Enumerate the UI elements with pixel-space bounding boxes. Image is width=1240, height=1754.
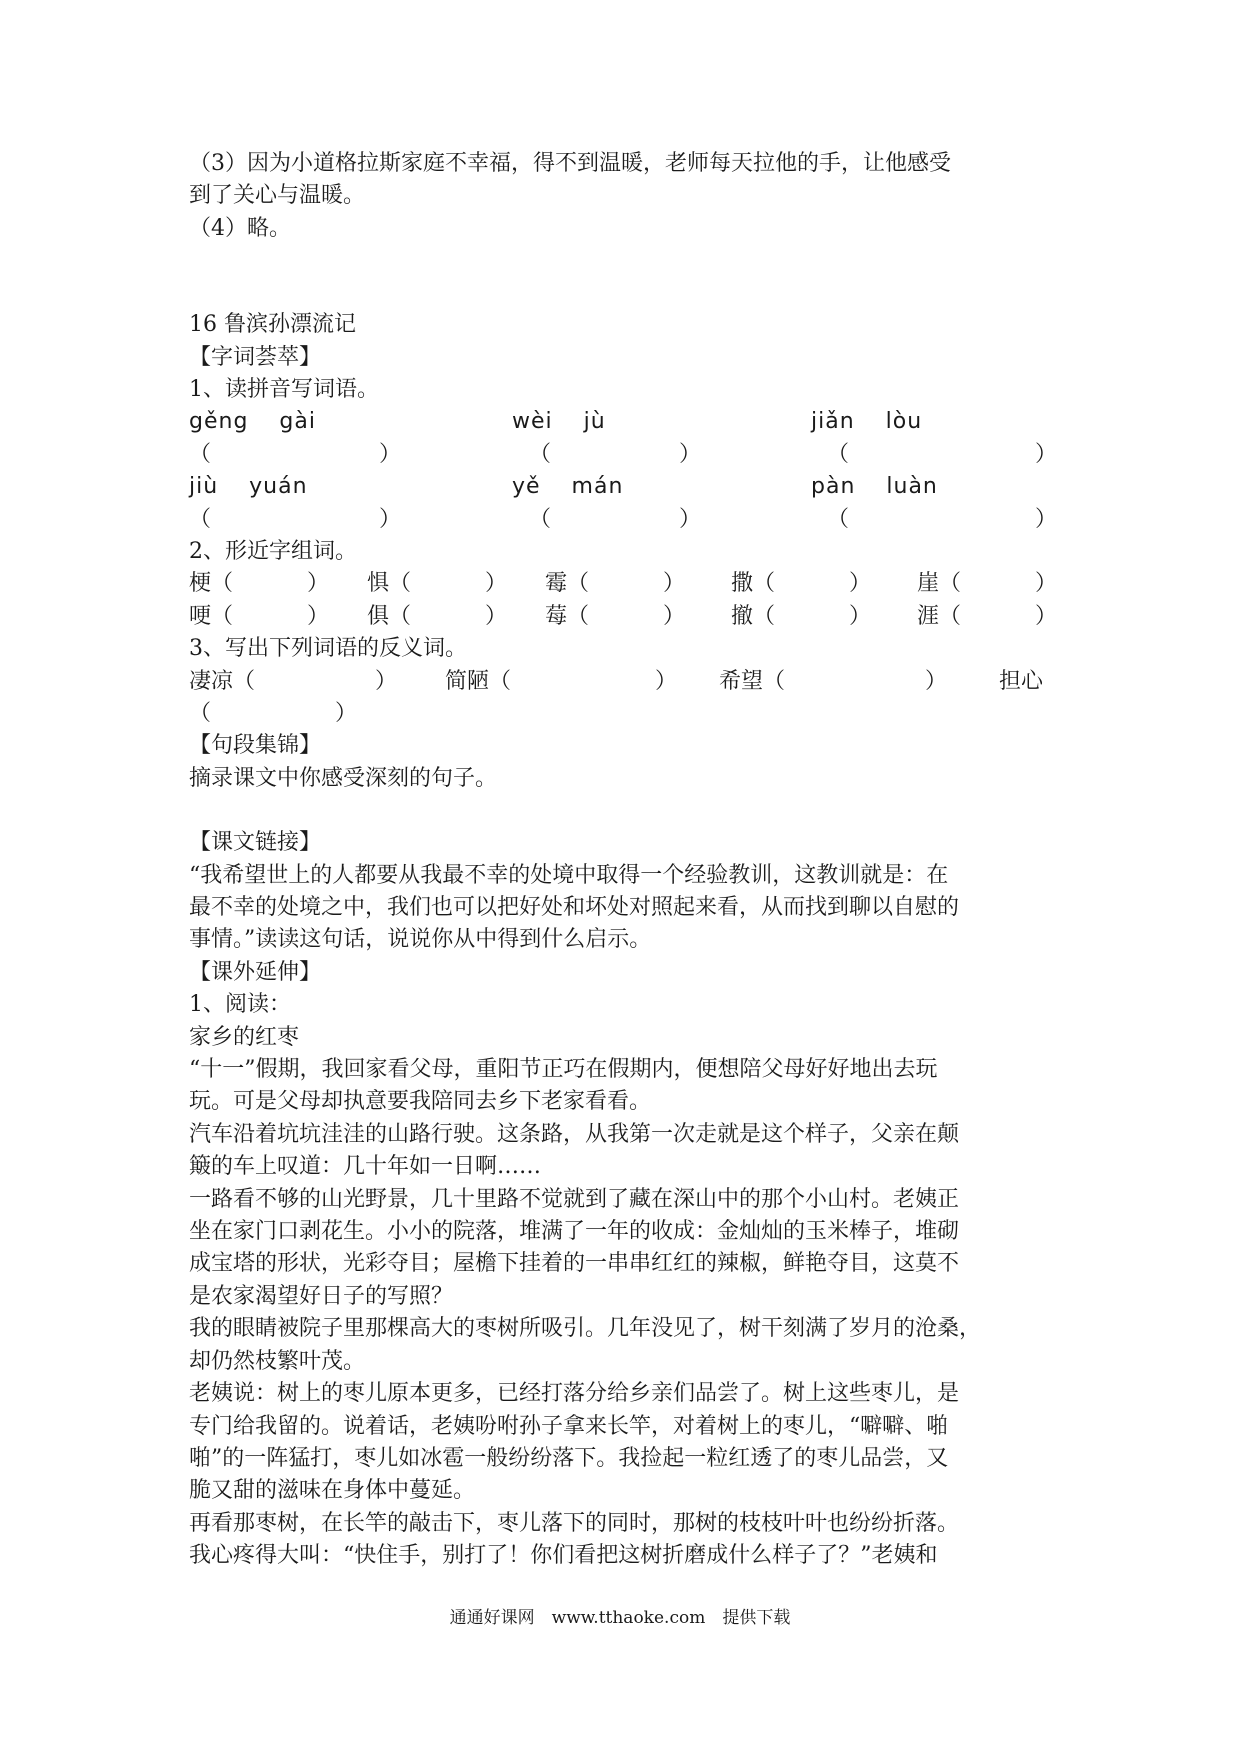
section-heading-vocab: 【字词荟萃】 [189, 344, 322, 370]
blank-close: ） [1035, 571, 1058, 597]
blank-open: （ [827, 506, 850, 532]
sentences-instruction: 摘录课文中你感受深刻的句子。 [189, 765, 498, 791]
pinyin-item: wèi jù [512, 409, 606, 435]
char-item: 梗（ [189, 571, 234, 597]
pinyin-row-1 [189, 406, 1055, 438]
reading-line: 坐在家门口剥花生。小小的院落，堆满了一年的收成：金灿灿的玉米棒子，堆砌 [189, 1219, 960, 1245]
antonym-item: 希望（ [719, 668, 786, 694]
answer-3-line-1: （3）因为小道格拉斯家庭不幸福，得不到温暖，老师每天拉他的手，让他感受 [189, 151, 951, 176]
antonym-item: 担心 [999, 668, 1044, 694]
reading-line: 成宝塔的形状，光彩夺目；屋檐下挂着的一串串红红的辣椒，鲜艳夺目，这莫不 [189, 1251, 960, 1277]
section-heading-link: 【课文链接】 [189, 830, 322, 856]
char-item: 崖（ [917, 571, 962, 597]
blank-close: ） [679, 441, 702, 467]
blank-close: ） [925, 668, 948, 694]
link-text-line: 事情。”读读这句话，说说你从中得到什么启示。 [189, 927, 652, 953]
question-pinyin: 1、读拼音写词语。 [189, 377, 379, 403]
reading-line: 是农家渴望好日子的写照？ [189, 1283, 454, 1309]
similar-chars-row-2 [189, 601, 1058, 633]
char-item: 俱（ [367, 603, 412, 629]
blank-close: ） [663, 603, 686, 629]
link-text-line: “我希望世上的人都要从我最不幸的处境中取得一个经验教训，这教训就是：在 [189, 862, 949, 888]
blank-open: （ [189, 441, 212, 467]
char-item: 惧（ [367, 571, 412, 597]
blank-open: （ [189, 506, 212, 532]
blank-close: ） [1035, 506, 1058, 532]
question-similar-chars: 2、形近字组词。 [189, 539, 357, 564]
blank-close: ） [335, 700, 358, 726]
blank-close: ） [679, 506, 702, 532]
blank-close: ） [655, 668, 678, 694]
reading-line: 专门给我留的。说着话，老姨吩咐孙子拿来长竿，对着树上的枣儿，“噼噼、啪 [189, 1413, 949, 1439]
blank-open: （ [189, 700, 212, 726]
answer-blank-row-1 [189, 439, 1058, 471]
reading-line: 脆又甜的滋味在身体中蔓延。 [189, 1478, 476, 1504]
reading-line: 一路看不够的山光野景，几十里路不觉就到了藏在深山中的那个小山村。老姨正 [189, 1186, 960, 1212]
spacer [189, 245, 1055, 309]
question-antonyms: 3、写出下列词语的反义词。 [189, 636, 467, 662]
pinyin-item: pàn luàn [811, 474, 938, 500]
reading-line: 簸的车上叹道：几十年如一日啊…… [189, 1154, 542, 1180]
blank-close: ） [1035, 603, 1058, 629]
pinyin-row-2 [189, 471, 1055, 503]
char-item: 霉（ [545, 571, 590, 597]
antonym-item: 凄凉（ [189, 668, 256, 694]
pinyin-item: yě mán [512, 474, 624, 500]
char-item: 撒（ [731, 571, 776, 597]
reading-line: 玩。可是父母却执意要我陪同去乡下老家看看。 [189, 1089, 652, 1115]
reading-line: 啪”的一阵猛打，枣儿如冰雹一般纷纷落下。我捡起一粒红透了的枣儿品尝，又 [189, 1445, 949, 1471]
similar-chars-row-1 [189, 568, 1058, 600]
reading-question: 1、阅读： [189, 992, 291, 1018]
reading-line: 老姨说：树上的枣儿原本更多，已经打落分给乡亲们品尝了。树上这些枣儿，是 [189, 1381, 960, 1407]
blank-close: ） [849, 571, 872, 597]
page-content [189, 148, 1058, 1573]
link-text-line: 最不幸的处境之中，我们也可以把好处和坏处对照起来看，从而找到聊以自慰的 [189, 895, 960, 920]
blank-close: ） [307, 571, 330, 597]
blank-open: （ [529, 506, 552, 532]
lesson-title: 16 鲁滨孙漂流记 [189, 312, 356, 338]
section-heading-extension: 【课外延伸】 [189, 959, 322, 985]
section-heading-sentences: 【句段集锦】 [189, 733, 322, 759]
blank-close: ） [485, 571, 508, 597]
blank-open: （ [827, 441, 850, 467]
char-item: 莓（ [545, 603, 590, 629]
blank-close: ） [849, 603, 872, 629]
char-item: 哽（ [189, 603, 234, 629]
antonym-item: 简陋（ [445, 668, 512, 694]
pinyin-item: jiù yuán [189, 474, 308, 500]
blank-close: ） [307, 603, 330, 629]
reading-line: 再看那枣树，在长竿的敲击下，枣儿落下的同时，那树的枝枝叶叶也纷纷折落。 [189, 1510, 960, 1536]
answer-4: （4）略。 [189, 215, 291, 241]
answer-blank-row-2 [189, 504, 1058, 536]
reading-title: 家乡的红枣 [189, 1024, 300, 1050]
pinyin-item: jiǎn lòu [811, 409, 923, 435]
blank-close: ） [663, 571, 686, 597]
reading-line: “十一”假期，我回家看父母，重阳节正巧在假期内，便想陪父母好好地出去玩 [189, 1057, 938, 1083]
reading-line: 我心疼得大叫：“快住手，别打了！你们看把这树折磨成什么样子了？”老姨和 [189, 1543, 938, 1569]
reading-line: 汽车沿着坑坑洼洼的山路行驶。这条路，从我第一次走就是这个样子，父亲在颠 [189, 1121, 960, 1147]
char-item: 撤（ [731, 603, 776, 629]
answer-3-line-2: 到了关心与温暖。 [189, 183, 366, 209]
pinyin-item: gěng gài [189, 409, 316, 435]
blank-open: （ [529, 441, 552, 467]
blank-close: ） [1035, 441, 1058, 467]
page-footer: 通通好课网 www.tthaoke.com 提供下载 [449, 1608, 791, 1628]
blank-close: ） [375, 668, 398, 694]
antonyms-row [189, 666, 1055, 698]
blank-close: ） [485, 603, 508, 629]
blank-close: ） [379, 506, 402, 532]
char-item: 涯（ [917, 603, 962, 629]
reading-line: 我的眼睛被院子里那棵高大的枣树所吸引。几年没见了，树干刻满了岁月的沧桑， [189, 1316, 982, 1342]
blank-close: ） [379, 441, 402, 467]
reading-line: 却仍然枝繁叶茂。 [189, 1348, 366, 1374]
antonyms-row-cont [189, 698, 1055, 730]
spacer [189, 795, 1055, 827]
